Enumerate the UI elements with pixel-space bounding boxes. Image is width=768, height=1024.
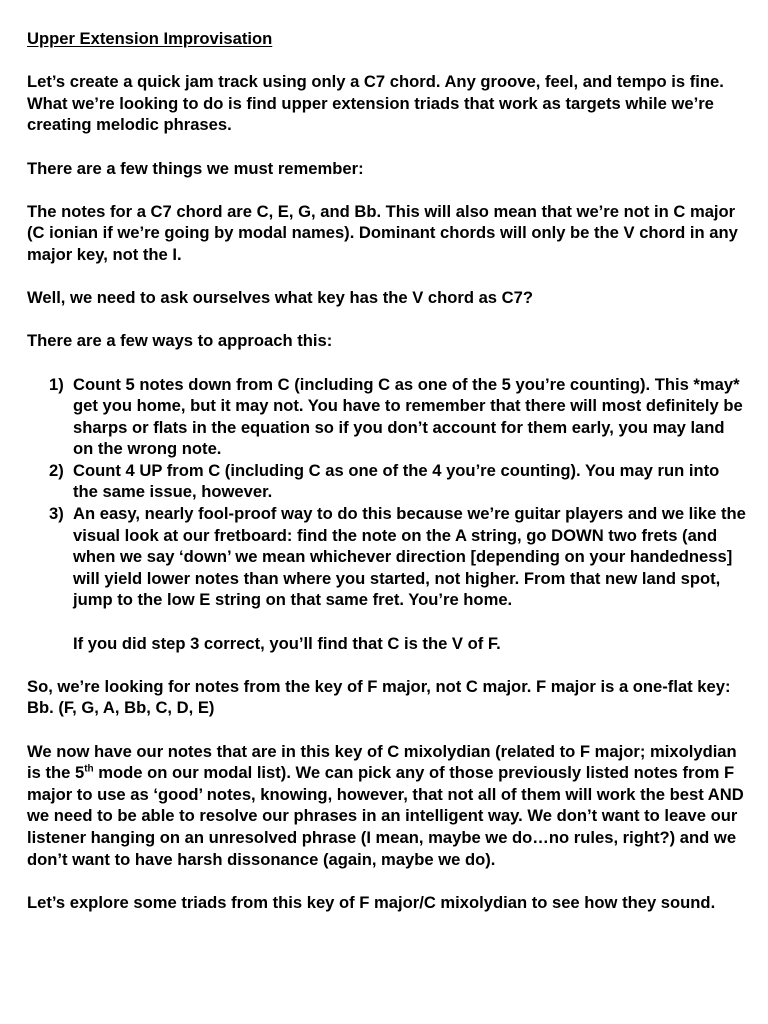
final-paragraph: Let’s explore some triads from this key of F major/C mixolydian to see how they sound.: [27, 892, 716, 912]
steps-list: [27, 374, 747, 612]
step-note: If you did step 3 correct, you’ll find that C is the V of F.: [73, 633, 501, 653]
key-paragraph: So, we’re looking for notes from the key of F major, not C major. F major is a one-flat key: Bb. (F, G, A, Bb, C, D, E): [27, 676, 731, 718]
list-item: An easy, nearly fool-proof way to do this because we’re guitar players and we like the visual look at our fretboard: find the note on the A string, go DOWN two frets (and when we say ‘down’ we mean whichever direction [depending on your handedness] will yield lower notes than where you started, not higher. From that new land spot, jump to the low E string on that same fret. You’re home.: [73, 504, 746, 610]
approach-paragraph: There are a few ways to approach this:: [27, 331, 333, 351]
mixolydian-paragraph: [27, 741, 747, 871]
mixolydian-text-after: mode on our modal list). We can pick any of those previously listed notes from F major to use as ‘good’ notes, knowing, however, that not all of them will work the best AND we need to be able to resolve our phrases in an intelligent way. We don’t want to leave our listener hanging on an unresolved phrase (I mean, maybe we do…no rules, right?) and we don’t want to have harsh dissonance (again, maybe we do).: [27, 763, 744, 869]
list-item: Count 5 notes down from C (including C as one of the 5 you’re counting). This *may* get you home, but it may not. You have to remember that there will most definitely be sharps or flats in the equation so if you don’t account for them early, you may land on the wrong note.: [73, 374, 743, 459]
ordinal-superscript: th: [84, 763, 94, 775]
remember-paragraph: There are a few things we must remember:: [27, 158, 364, 178]
list-item: Count 4 UP from C (including C as one of the 4 you’re counting). You may run into the same issue, however.: [73, 460, 720, 502]
question-paragraph: Well, we need to ask ourselves what key has the V chord as C7?: [27, 288, 533, 308]
c7-notes-paragraph: The notes for a C7 chord are C, E, G, and Bb. This will also mean that we’re not in C major (C ionian if we’re going by modal names). Dominant chords will only be the V chord in any major key, not the I.: [27, 201, 738, 264]
mixolydian-text-before: We now have our notes that are in this key of C mixolydian (related to F major; mixolydian is the 5: [27, 741, 737, 783]
intro-paragraph: Let’s create a quick jam track using only a C7 chord. Any groove, feel, and tempo is fine. What we’re looking to do is find upper extension triads that work as targets while we’re creating melodic phrases.: [27, 72, 724, 135]
document-title: Upper Extension Improvisation: [27, 29, 273, 48]
document-page: [27, 28, 747, 935]
